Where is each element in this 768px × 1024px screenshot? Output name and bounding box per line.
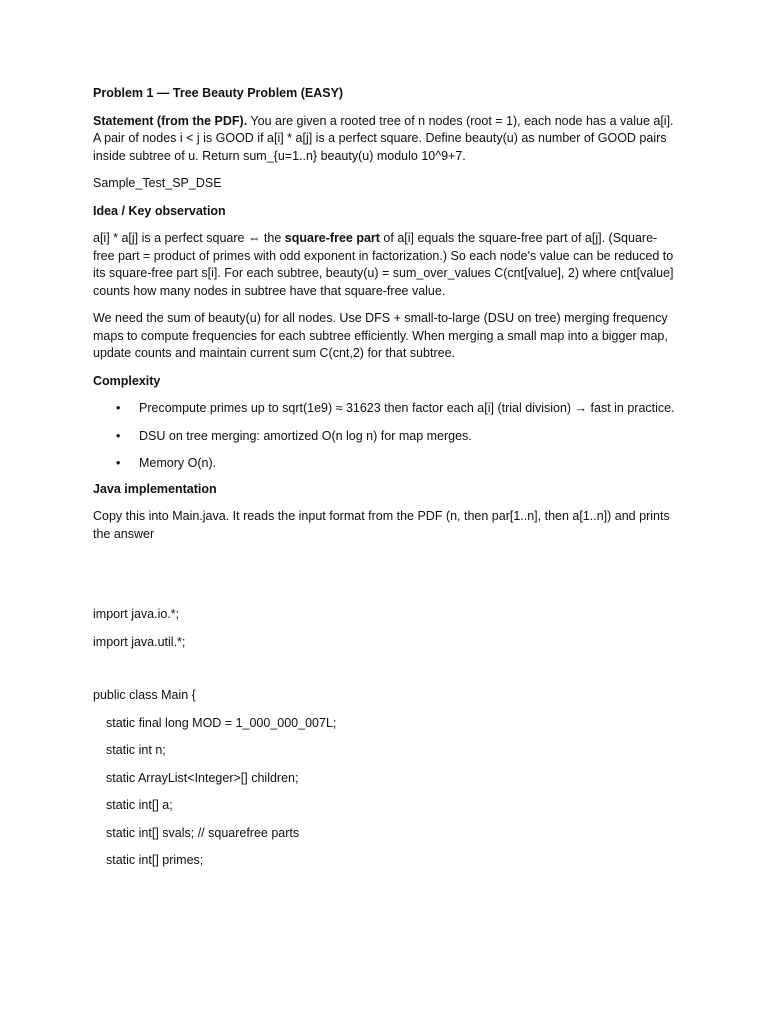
list-item-text: Precompute primes up to sqrt(1e9) ≈ 31623 then factor each a[i] (trial division) → fast in practice. (139, 401, 675, 415)
code-line: static int[] a; (106, 798, 173, 812)
code-block (93, 606, 678, 870)
statement-label: Statement (from the PDF). (93, 113, 248, 128)
java-intro: Copy this into Main.java. It reads the input format from the PDF (n, then par[1..n], then a[1..n]) and prints the answer (93, 509, 670, 541)
problem-title: Problem 1 — Tree Beauty Problem (EASY) (93, 86, 344, 100)
idea-paragraph-1 (93, 230, 678, 300)
java-heading: Java implementation (93, 481, 217, 496)
statement-text: You are given a rooted tree of n nodes (root = 1), each node has a value a[i]. A pair of nodes i < j is GOOD if a[i] * a[j] is a perfect square. Define beauty(u) as number of GOOD pairs inside subtree of u. Return sum_{u=1..n} beauty(u) modulo 10^9+7. (93, 113, 674, 163)
idea-text-a: a[i] * a[j] is a perfect square ⇔ the (93, 231, 285, 245)
code-line: import java.util.*; (93, 634, 186, 649)
spacer (93, 553, 678, 606)
list-item-text: DSU on tree merging: amortized O(n log n) for map merges. (139, 428, 472, 443)
list-item (93, 455, 678, 473)
list-item (93, 400, 678, 418)
sample-test-label: Sample_Test_SP_DSE (93, 176, 222, 190)
complexity-heading: Complexity (93, 373, 161, 388)
complexity-list (93, 400, 678, 473)
list-item-text: Memory O(n). (139, 456, 217, 470)
bullet-icon: • (116, 428, 121, 443)
code-line: static int[] svals; // squarefree parts (106, 825, 300, 840)
code-line: static ArrayList<Integer>[] children; (106, 770, 299, 785)
statement-paragraph (93, 113, 678, 166)
idea-text-b: of a[i] equals the square-free part of a[j]. (Square-free part = product of primes with odd exponent in factorization.) So each node's value can be reduced to its square-free part s[i]. For each subtree, beauty(u) = sum_over_values C(cnt[value], 2) where cnt[value] counts how many nodes in subtree have that square-free value. (93, 231, 674, 298)
spacer (93, 661, 678, 687)
code-line: static int[] primes; (106, 853, 204, 867)
bullet-icon: • (116, 401, 121, 415)
code-line: static int n; (106, 743, 166, 757)
list-item (93, 428, 678, 446)
code-line: public class Main { (93, 688, 196, 702)
idea-paragraph-2: We need the sum of beauty(u) for all nodes. Use DFS + small-to-large (DSU on tree) merging frequency maps to compute frequencies for each subtree efficiently. When merging a small map into a bigger map, update counts and maintain current sum C(cnt,2) for that subtree. (93, 311, 668, 360)
code-line: import java.io.*; (93, 607, 180, 621)
idea-bold-term: square-free part (284, 231, 380, 245)
idea-heading: Idea / Key observation (93, 203, 226, 218)
bullet-icon: • (116, 456, 121, 470)
code-line: static final long MOD = 1_000_000_007L; (106, 715, 337, 730)
document-page (93, 85, 678, 880)
